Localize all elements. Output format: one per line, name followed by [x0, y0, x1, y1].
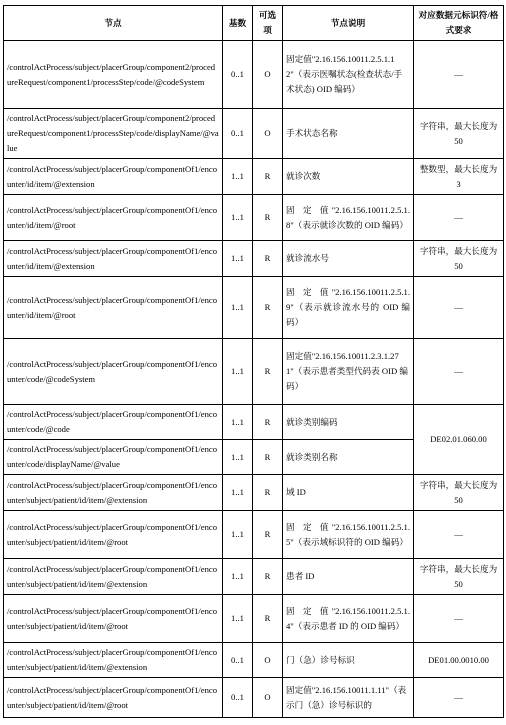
header-description: 节点说明 [283, 6, 414, 41]
node-path: /controlActProcess/subject/placerGroup/componentOf1/encounter/code/displayName/@value [4, 440, 223, 475]
cardinality-cell: 0..1 [223, 41, 253, 109]
node-path: /controlActProcess/subject/placerGroup/componentOf1/encounter/id/item/@extension [4, 241, 223, 277]
optional-cell: R [253, 277, 283, 339]
table-row [4, 277, 504, 339]
table-row [4, 195, 504, 241]
node-path: /controlActProcess/subject/placerGroup/componentOf1/encounter/id/item/@root [4, 277, 223, 339]
optional-cell: R [253, 159, 283, 195]
description-cell: 手术状态名称 [283, 109, 414, 159]
format-cell: DE02.01.060.00 [414, 405, 504, 475]
optional-cell: R [253, 339, 283, 405]
optional-cell: O [253, 41, 283, 109]
table-row [4, 511, 504, 559]
cardinality-cell: 1..1 [223, 195, 253, 241]
description-cell: 固 定 值"2.16.156.10011.2.5.1.9"（表示就诊流水号的 OID 编码） [283, 277, 414, 339]
header-node: 节点 [4, 6, 223, 41]
header-optional: 可选项 [253, 6, 283, 41]
description-cell: 固 定 值"2.16.156.10011.2.5.1.8"（表示就诊次数的 OID 编码） [283, 195, 414, 241]
node-path: /controlActProcess/subject/placerGroup/componentOf1/encounter/id/item/@root [4, 195, 223, 241]
description-cell: 就诊流水号 [283, 241, 414, 277]
description-cell: 就诊类别编码 [283, 405, 414, 440]
table-row [4, 595, 504, 643]
table-row [4, 159, 504, 195]
node-path: /controlActProcess/subject/placerGroup/componentOf1/encounter/subject/patient/id/item/@extension [4, 559, 223, 595]
header-format: 对应数据元标识符/格式要求 [414, 6, 504, 41]
description-cell: 固定值"2.16.156.10011.1.11"（表示门（急）诊号标识的 [283, 678, 414, 718]
node-path: /controlActProcess/subject/placerGroup/componentOf1/encounter/subject/patient/id/item/@root [4, 678, 223, 718]
cardinality-cell: 1..1 [223, 277, 253, 339]
format-cell: — [414, 277, 504, 339]
format-cell: 字符串，最大长度为 50 [414, 241, 504, 277]
node-path: /controlActProcess/subject/placerGroup/component2/procedureRequest/component1/processStep/code/displayName/@value [4, 109, 223, 159]
description-cell: 固 定 值"2.16.156.10011.2.5.1.4"（表示患者 ID 的 OID 编码） [283, 595, 414, 643]
table-row [4, 405, 504, 440]
cardinality-cell: 1..1 [223, 595, 253, 643]
cardinality-cell: 0..1 [223, 109, 253, 159]
cardinality-cell: 1..1 [223, 159, 253, 195]
node-path: /controlActProcess/subject/placerGroup/componentOf1/encounter/id/item/@extension [4, 159, 223, 195]
description-cell: 固定值"2.16.156.10011.2.5.1.12"（表示医嘱状态(检查状态/手术状态) OID 编码） [283, 41, 414, 109]
optional-cell: O [253, 643, 283, 678]
cardinality-cell: 0..1 [223, 678, 253, 718]
table-row [4, 678, 504, 718]
node-path: /controlActProcess/subject/placerGroup/componentOf1/encounter/subject/patient/id/item/@extension [4, 643, 223, 678]
cardinality-cell: 1..1 [223, 511, 253, 559]
format-cell: — [414, 339, 504, 405]
cardinality-cell: 1..1 [223, 440, 253, 475]
format-cell: 整数型，最大长度为 3 [414, 159, 504, 195]
cardinality-cell: 0..1 [223, 643, 253, 678]
optional-cell: R [253, 440, 283, 475]
node-path: /controlActProcess/subject/placerGroup/componentOf1/encounter/code/@codeSystem [4, 339, 223, 405]
format-cell: — [414, 41, 504, 109]
description-cell: 域 ID [283, 475, 414, 511]
format-cell: — [414, 595, 504, 643]
optional-cell: R [253, 595, 283, 643]
description-cell: 患者 ID [283, 559, 414, 595]
format-cell: — [414, 511, 504, 559]
cardinality-cell: 1..1 [223, 241, 253, 277]
cardinality-cell: 1..1 [223, 475, 253, 511]
format-cell: 字符串，最大长度为 50 [414, 559, 504, 595]
description-cell: 固定值"2.16.156.10011.2.3.1.271"（表示患者类型代码表 OID 编码） [283, 339, 414, 405]
table-row [4, 109, 504, 159]
table-row [4, 475, 504, 511]
description-cell: 就诊次数 [283, 159, 414, 195]
format-cell: — [414, 678, 504, 718]
node-path: /controlActProcess/subject/placerGroup/componentOf1/encounter/subject/patient/id/item/@root [4, 511, 223, 559]
header-row [4, 6, 504, 41]
format-cell: — [414, 195, 504, 241]
node-path: /controlActProcess/subject/placerGroup/componentOf1/encounter/code/@code [4, 405, 223, 440]
table-row [4, 241, 504, 277]
cardinality-cell: 1..1 [223, 405, 253, 440]
format-cell: 字符串，最大长度为 50 [414, 475, 504, 511]
header-cardinality: 基数 [223, 6, 253, 41]
format-cell: 字符串，最大长度为 50 [414, 109, 504, 159]
format-cell: DE01.00.0010.00 [414, 643, 504, 678]
table-row [4, 41, 504, 109]
node-path: /controlActProcess/subject/placerGroup/componentOf1/encounter/subject/patient/id/item/@root [4, 595, 223, 643]
optional-cell: R [253, 405, 283, 440]
node-spec-table [3, 5, 504, 718]
optional-cell: O [253, 678, 283, 718]
optional-cell: R [253, 511, 283, 559]
optional-cell: R [253, 475, 283, 511]
optional-cell: R [253, 195, 283, 241]
table-row [4, 643, 504, 678]
table-row [4, 339, 504, 405]
optional-cell: R [253, 559, 283, 595]
node-path: /controlActProcess/subject/placerGroup/component2/procedureRequest/component1/processStep/code/@codeSystem [4, 41, 223, 109]
description-cell: 门（急）诊号标识 [283, 643, 414, 678]
description-cell: 就诊类别名称 [283, 440, 414, 475]
table-row [4, 559, 504, 595]
optional-cell: O [253, 109, 283, 159]
node-path: /controlActProcess/subject/placerGroup/componentOf1/encounter/subject/patient/id/item/@extension [4, 475, 223, 511]
optional-cell: R [253, 241, 283, 277]
cardinality-cell: 1..1 [223, 339, 253, 405]
description-cell: 固 定 值"2.16.156.10011.2.5.1.5"（表示域标识符的 OID 编码） [283, 511, 414, 559]
cardinality-cell: 1..1 [223, 559, 253, 595]
